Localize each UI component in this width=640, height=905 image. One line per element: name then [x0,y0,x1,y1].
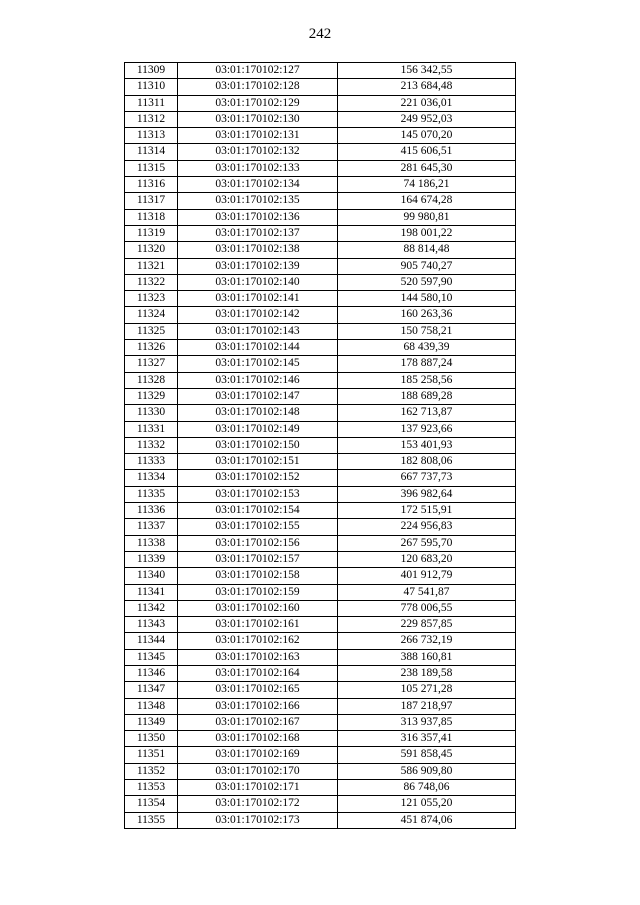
row-number-cell: 11315 [125,160,178,176]
row-number-cell: 11309 [125,63,178,79]
row-number-cell: 11339 [125,551,178,567]
value-cell: 267 595,70 [338,535,516,551]
value-cell: 150 758,21 [338,323,516,339]
table-row [125,665,516,681]
row-number-cell: 11349 [125,714,178,730]
table-row [125,437,516,453]
table-row [125,747,516,763]
cadastral-number-cell: 03:01:170102:128 [178,79,338,95]
table-row [125,763,516,779]
page-number: 242 [308,26,332,42]
value-cell: 187 218,97 [338,698,516,714]
table-row [125,111,516,127]
cadastral-number-cell: 03:01:170102:160 [178,600,338,616]
table-body [125,63,516,829]
cadastral-number-cell: 03:01:170102:149 [178,421,338,437]
cadastral-number-cell: 03:01:170102:140 [178,274,338,290]
value-cell: 238 189,58 [338,665,516,681]
row-number-cell: 11323 [125,291,178,307]
value-cell: 137 923,66 [338,421,516,437]
row-number-cell: 11316 [125,177,178,193]
value-cell: 249 952,03 [338,111,516,127]
table-row [125,731,516,747]
value-cell: 182 808,06 [338,454,516,470]
row-number-cell: 11343 [125,617,178,633]
row-number-cell: 11327 [125,356,178,372]
row-number-cell: 11337 [125,519,178,535]
value-cell: 156 342,55 [338,63,516,79]
row-number-cell: 11314 [125,144,178,160]
row-number-cell: 11335 [125,486,178,502]
value-cell: 105 271,28 [338,682,516,698]
table-row [125,812,516,828]
table-row [125,95,516,111]
table-row [125,568,516,584]
row-number-cell: 11328 [125,372,178,388]
value-cell: 313 937,85 [338,714,516,730]
table-row [125,193,516,209]
cadastral-number-cell: 03:01:170102:161 [178,617,338,633]
row-number-cell: 11319 [125,225,178,241]
row-number-cell: 11326 [125,340,178,356]
cadastral-number-cell: 03:01:170102:167 [178,714,338,730]
value-cell: 401 912,79 [338,568,516,584]
cadastral-number-cell: 03:01:170102:173 [178,812,338,828]
table-row [125,780,516,796]
table-row [125,714,516,730]
cadastral-number-cell: 03:01:170102:168 [178,731,338,747]
value-cell: 520 597,90 [338,274,516,290]
table-row [125,617,516,633]
table-row [125,682,516,698]
value-cell: 160 263,36 [338,307,516,323]
row-number-cell: 11352 [125,763,178,779]
cadastral-number-cell: 03:01:170102:141 [178,291,338,307]
cadastral-number-cell: 03:01:170102:154 [178,503,338,519]
table-row [125,600,516,616]
row-number-cell: 11322 [125,274,178,290]
cadastral-number-cell: 03:01:170102:135 [178,193,338,209]
value-cell: 388 160,81 [338,649,516,665]
row-number-cell: 11329 [125,388,178,404]
row-number-cell: 11344 [125,633,178,649]
table-row [125,144,516,160]
table-row [125,388,516,404]
table-row [125,177,516,193]
row-number-cell: 11313 [125,128,178,144]
cadastral-number-cell: 03:01:170102:137 [178,225,338,241]
table-row [125,307,516,323]
value-cell: 99 980,81 [338,209,516,225]
table-row [125,258,516,274]
cadastral-number-cell: 03:01:170102:146 [178,372,338,388]
cadastral-number-cell: 03:01:170102:142 [178,307,338,323]
row-number-cell: 11350 [125,731,178,747]
cadastral-number-cell: 03:01:170102:170 [178,763,338,779]
cadastral-number-cell: 03:01:170102:143 [178,323,338,339]
value-cell: 586 909,80 [338,763,516,779]
row-number-cell: 11332 [125,437,178,453]
table-row [125,160,516,176]
row-number-cell: 11347 [125,682,178,698]
row-number-cell: 11345 [125,649,178,665]
cadastral-number-cell: 03:01:170102:159 [178,584,338,600]
value-cell: 229 857,85 [338,617,516,633]
value-cell: 86 748,06 [338,780,516,796]
value-cell: 144 580,10 [338,291,516,307]
value-cell: 281 645,30 [338,160,516,176]
table-row [125,242,516,258]
cadastral-number-cell: 03:01:170102:144 [178,340,338,356]
table-row [125,274,516,290]
table-row [125,340,516,356]
row-number-cell: 11354 [125,796,178,812]
row-number-cell: 11333 [125,454,178,470]
table-row [125,291,516,307]
row-number-cell: 11318 [125,209,178,225]
table-row [125,503,516,519]
row-number-cell: 11331 [125,421,178,437]
cadastral-number-cell: 03:01:170102:139 [178,258,338,274]
cadastral-number-cell: 03:01:170102:158 [178,568,338,584]
row-number-cell: 11310 [125,79,178,95]
row-number-cell: 11351 [125,747,178,763]
row-number-cell: 11330 [125,405,178,421]
cadastral-number-cell: 03:01:170102:151 [178,454,338,470]
table-row [125,551,516,567]
value-cell: 667 737,73 [338,470,516,486]
cadastral-number-cell: 03:01:170102:129 [178,95,338,111]
cadastral-number-cell: 03:01:170102:150 [178,437,338,453]
value-cell: 188 689,28 [338,388,516,404]
table-row [125,486,516,502]
row-number-cell: 11338 [125,535,178,551]
value-cell: 162 713,87 [338,405,516,421]
value-cell: 185 258,56 [338,372,516,388]
table-row [125,454,516,470]
table-row [125,209,516,225]
cadastral-number-cell: 03:01:170102:164 [178,665,338,681]
cadastral-number-cell: 03:01:170102:156 [178,535,338,551]
row-number-cell: 11312 [125,111,178,127]
cadastral-number-cell: 03:01:170102:148 [178,405,338,421]
table-row [125,633,516,649]
value-cell: 145 070,20 [338,128,516,144]
value-cell: 68 439,39 [338,340,516,356]
table-row [125,356,516,372]
row-number-cell: 11321 [125,258,178,274]
value-cell: 121 055,20 [338,796,516,812]
table-row [125,323,516,339]
row-number-cell: 11355 [125,812,178,828]
value-cell: 74 186,21 [338,177,516,193]
table-row [125,372,516,388]
row-number-cell: 11353 [125,780,178,796]
table-row [125,225,516,241]
cadastral-number-cell: 03:01:170102:165 [178,682,338,698]
table-row [125,79,516,95]
table-row [125,63,516,79]
cadastral-number-cell: 03:01:170102:147 [178,388,338,404]
row-number-cell: 11341 [125,584,178,600]
value-cell: 178 887,24 [338,356,516,372]
value-cell: 198 001,22 [338,225,516,241]
cadastral-number-cell: 03:01:170102:136 [178,209,338,225]
cadastral-number-cell: 03:01:170102:153 [178,486,338,502]
value-cell: 47 541,87 [338,584,516,600]
value-cell: 88 814,48 [338,242,516,258]
table-row [125,649,516,665]
cadastral-number-cell: 03:01:170102:131 [178,128,338,144]
table-row [125,796,516,812]
cadastral-number-cell: 03:01:170102:169 [178,747,338,763]
cadastral-number-cell: 03:01:170102:155 [178,519,338,535]
cadastral-number-cell: 03:01:170102:172 [178,796,338,812]
data-table [124,62,516,829]
table-row [125,470,516,486]
cadastral-number-cell: 03:01:170102:132 [178,144,338,160]
cadastral-number-cell: 03:01:170102:163 [178,649,338,665]
cadastral-number-cell: 03:01:170102:134 [178,177,338,193]
cadastral-number-cell: 03:01:170102:152 [178,470,338,486]
value-cell: 778 006,55 [338,600,516,616]
row-number-cell: 11340 [125,568,178,584]
cadastral-number-cell: 03:01:170102:127 [178,63,338,79]
row-number-cell: 11324 [125,307,178,323]
value-cell: 120 683,20 [338,551,516,567]
row-number-cell: 11348 [125,698,178,714]
table-row [125,535,516,551]
table-row [125,584,516,600]
value-cell: 451 874,06 [338,812,516,828]
value-cell: 591 858,45 [338,747,516,763]
row-number-cell: 11346 [125,665,178,681]
row-number-cell: 11336 [125,503,178,519]
row-number-cell: 11317 [125,193,178,209]
table-row [125,519,516,535]
table-row [125,421,516,437]
cadastral-number-cell: 03:01:170102:130 [178,111,338,127]
value-cell: 396 982,64 [338,486,516,502]
cadastral-number-cell: 03:01:170102:171 [178,780,338,796]
row-number-cell: 11334 [125,470,178,486]
row-number-cell: 11311 [125,95,178,111]
value-cell: 153 401,93 [338,437,516,453]
cadastral-number-cell: 03:01:170102:138 [178,242,338,258]
value-cell: 164 674,28 [338,193,516,209]
row-number-cell: 11320 [125,242,178,258]
value-cell: 316 357,41 [338,731,516,747]
value-cell: 172 515,91 [338,503,516,519]
value-cell: 415 606,51 [338,144,516,160]
cadastral-number-cell: 03:01:170102:157 [178,551,338,567]
row-number-cell: 11325 [125,323,178,339]
table-row [125,405,516,421]
cadastral-number-cell: 03:01:170102:166 [178,698,338,714]
table-row [125,128,516,144]
value-cell: 266 732,19 [338,633,516,649]
value-cell: 213 684,48 [338,79,516,95]
row-number-cell: 11342 [125,600,178,616]
cadastral-number-cell: 03:01:170102:162 [178,633,338,649]
value-cell: 905 740,27 [338,258,516,274]
cadastral-number-cell: 03:01:170102:145 [178,356,338,372]
table-row [125,698,516,714]
cadastral-number-cell: 03:01:170102:133 [178,160,338,176]
value-cell: 221 036,01 [338,95,516,111]
value-cell: 224 956,83 [338,519,516,535]
